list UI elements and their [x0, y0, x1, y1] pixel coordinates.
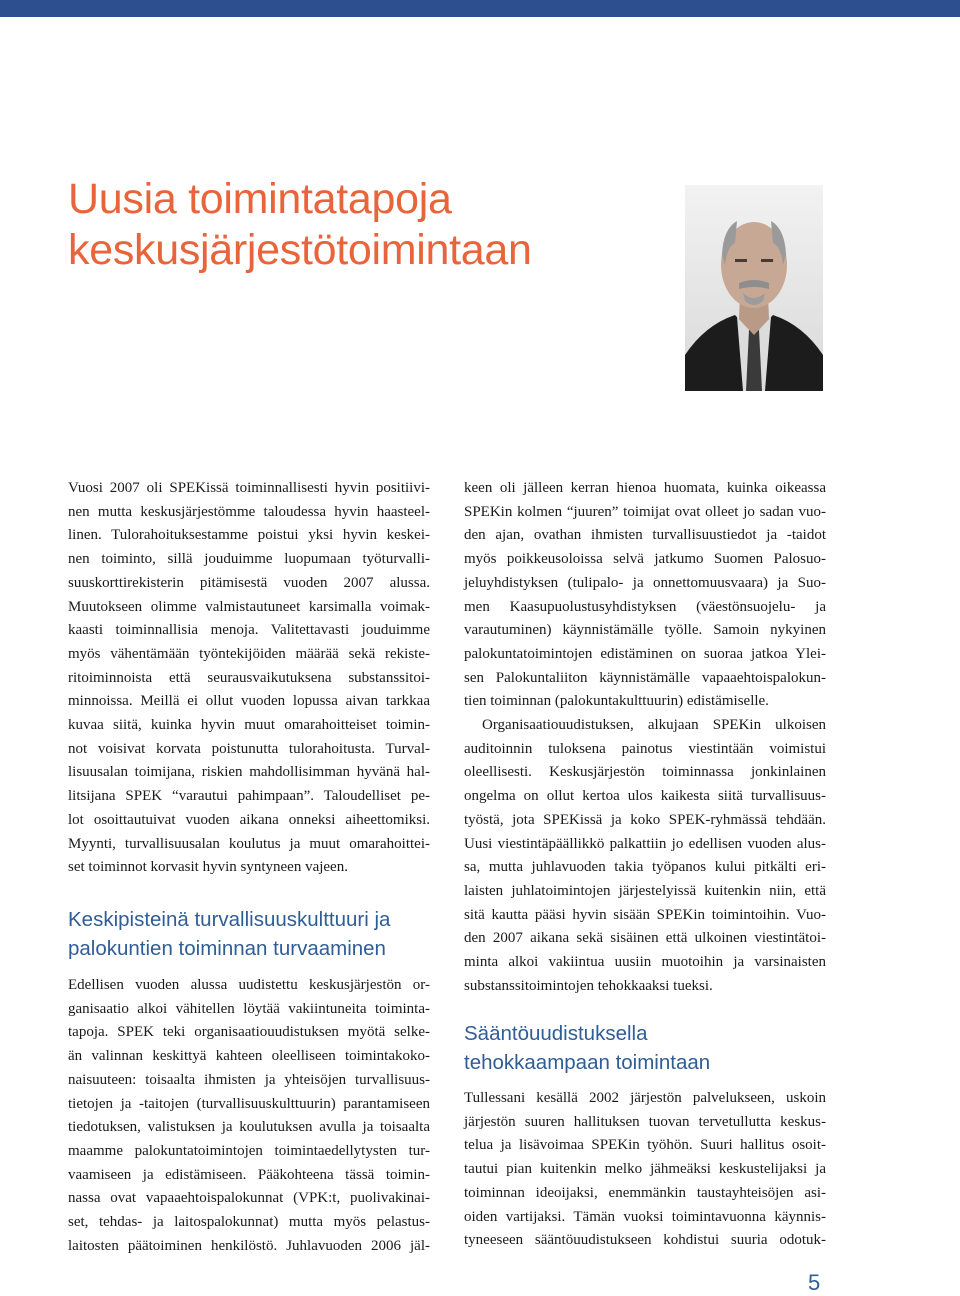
right-paragraph-3 — [464, 1087, 826, 1253]
page-title — [68, 174, 668, 276]
text-line: Organisaatiouudistuksen, alkujaan SPEKin ulkoisen — [482, 717, 826, 734]
text-line: not voisivat korvata poistunutta tulorahoitusta. Turval- — [68, 740, 430, 757]
text-line: ritoiminnoista että seurausvaikutuksena substanssitoi- — [68, 669, 430, 686]
portrait-illustration — [685, 185, 823, 391]
text-line: oiden vartijaksi. Tämän vuoksi toimintavuonna käynnis- — [464, 1208, 826, 1225]
left-paragraph-1 — [68, 477, 430, 880]
text-line: minta alkoi vakiintua uusiin muotoihin ja varsinaisten — [464, 954, 826, 971]
text-line: tiedotuksen, valistuksen ja koulutuksen avulla ja toisaalta — [68, 1119, 430, 1136]
text-line: jeluyhdistyksen (tulipalo- ja onnettomuusvaara) ja Suo- — [464, 574, 826, 591]
text-line: suuskorttirekisterin pitämisestä vuoden 2007 alussa. — [68, 574, 430, 591]
text-line: nen toiminto, sillä jouduimme luopumaan työturvalli- — [68, 551, 430, 568]
text-line: Myynti, turvallisuusalan koulutus ja muut omarahoittei- — [68, 835, 430, 852]
text-line: Uusi viestintäpäällikkö palkattiin jo edellisen vuoden alus- — [464, 835, 826, 852]
section-heading-right — [464, 1019, 710, 1077]
title-line-1: Uusia toimintatapoja — [68, 175, 452, 223]
text-line: Tullessani kesällä 2002 järjestön palvelukseen, uskoin — [464, 1090, 826, 1106]
text-line: ganisaatio alkoi vähitellen löytää vakiintuneita toiminta- — [68, 1000, 430, 1017]
right-paragraph-2 — [464, 714, 826, 998]
text-line: ongelma on ollut kertoa ulos kaikesta siitä turvallisuus- — [464, 788, 826, 805]
text-line: set, tehdas- ja laitospalokunnat) mutta myös pelastus- — [68, 1214, 430, 1231]
text-line: tapoja. SPEK teki organisaatiouudistuksen myötä selke- — [68, 1024, 430, 1041]
right-paragraph-1 — [464, 477, 826, 714]
text-line: set toiminnot korvasit hyvin syntyneen vajeen. — [68, 859, 348, 876]
text-line: sen Palokuntaliiton käynnistämälle vapaaehtoispalokun- — [464, 669, 826, 686]
text-line: sitä kautta pääsi hyvin sisään SPEKin toimintoihin. Vuo- — [464, 906, 826, 923]
text-line: laisten juhlatoimintojen järjestelyissä kuitenkin niin, että — [464, 882, 826, 899]
page-number: 5 — [808, 1270, 821, 1295]
text-line: den 2007 aikana sekä sisäinen että ulkoinen viestintätoi- — [464, 930, 826, 947]
text-line: maamme palokuntatoimintojen toimintaedellytysten tur- — [68, 1142, 430, 1159]
heading-left-line-1: Keskipisteinä turvallisuuskulttuuri ja — [68, 908, 391, 931]
text-line: naisuuteen: toisaalta ihmisten ja yhteisöjen turvallisuus- — [68, 1071, 430, 1088]
text-line: oleellisesti. Keskusjärjestön toiminnassa jonkinlainen — [464, 764, 826, 781]
right-column — [464, 477, 826, 998]
left-column — [68, 477, 430, 880]
text-line: vaamiseen ja edistämiseen. Pääkohteena tässä toimin- — [68, 1166, 430, 1183]
text-line: keen oli jälleen kerran hienoa huomata, kuinka oikeassa — [464, 480, 826, 496]
text-line: työstä, jota SPEKissä ja koko SPEK-ryhmässä tehdään. — [464, 811, 826, 828]
text-line: än valinnan keskittyä kahteen oleelliseen toimintakoko- — [68, 1048, 430, 1065]
text-line: lisuusalan toimijana, riskien mahdollisimman hyvänä hal- — [68, 764, 430, 781]
title-line-2: keskusjärjestötoimintaan — [68, 226, 532, 274]
text-line: lot osoittautuivat vuoden aikana onneksi aiheettomiksi. — [68, 811, 430, 828]
heading-right-line-1: Sääntöuudistuksella — [464, 1022, 648, 1045]
text-line: tietojen ja -taitojen (turvallisuuskulttuurin) parantamiseen — [68, 1095, 430, 1112]
text-line: substanssitoimintojen tehokkaaksi tueksi. — [464, 977, 713, 994]
text-line: Muutokseen olimme valmistautuneet karsimalla voimak- — [68, 598, 430, 615]
text-line: kuvaa siitä, kuinka hyvin muut omarahoitteiset toimin- — [68, 717, 430, 734]
text-line: auditoinnin tuloksena painotus viestintään voimistui — [464, 740, 826, 757]
text-line: Vuosi 2007 oli SPEKissä toiminnallisesti hyvin positiivi- — [68, 480, 430, 496]
text-line: toiminnan ideoijaksi, enemmänkin taustayhteisöjen asi- — [464, 1184, 826, 1201]
heading-left-line-2: palokuntien toiminnan turvaaminen — [68, 937, 386, 960]
text-line: litsijana SPEK “varautui pahimpaan”. Taloudelliset pe- — [68, 788, 430, 805]
text-line: telua ja lisävoimaa SPEKin työhön. Suuri hallitus osoit- — [464, 1137, 826, 1154]
text-line: järjestön suuren hallituksen tuovan tervetullutta keskus- — [464, 1113, 826, 1130]
left-column-continued — [68, 974, 430, 1258]
text-line: palokuntatoimintojen edistäminen on suoraa jatkoa Ylei- — [464, 645, 826, 662]
text-line: myös poikkeusoloissa selvä jatkumo Suomen Palosuo- — [464, 551, 826, 568]
text-line: varautuminen) käynnistämälle työlle. Samoin nykyinen — [464, 622, 826, 639]
text-line: tien toiminnan (palokuntakulttuurin) edistämiselle. — [464, 693, 769, 710]
text-line: tautui pian kuitenkin melko jähmeäksi keskustelijaksi ja — [464, 1161, 826, 1178]
text-line: laitosten päätoiminen henkilöstö. Juhlavuoden 2006 jäl- — [68, 1237, 430, 1254]
text-line: nen mutta keskusjärjestömme taloudessa hyvin haasteel- — [68, 503, 430, 520]
text-line: SPEKin kolmen “juuren” toimijat ovat olleet jo sadan vuo- — [464, 503, 826, 520]
text-line: tyneeseen sääntöuudistukseen kohdistui suuria odotuk- — [464, 1232, 826, 1249]
portrait-photo — [685, 185, 823, 391]
text-line: nassa ovat vapaaehtoispalokunnat (VPK:t, puolivakinai- — [68, 1190, 430, 1207]
left-paragraph-2 — [68, 974, 430, 1258]
heading-right-line-2: tehokkaampaan toimintaan — [464, 1051, 711, 1074]
text-line: kaasti toiminnallisia menoja. Valitettavasti jouduimme — [68, 622, 430, 639]
text-line: den ajan, ovathan ihmisten turvallisuustiedot ja -taidot — [464, 527, 826, 544]
top-color-bar — [0, 0, 960, 17]
text-line: men Kaasupuolustusyhdistyksen (väestönsuojelu- ja — [464, 598, 826, 615]
right-column-continued — [464, 1087, 826, 1253]
section-heading-left — [68, 905, 390, 963]
text-line: minnoissa. Meillä ei ollut vuoden lopussa aivan tarkkaa — [68, 693, 430, 710]
text-line: Edellisen vuoden alussa uudistettu keskusjärjestön or- — [68, 977, 430, 993]
text-line: linen. Tulorahoituksestamme poistui yksi hyvin keskei- — [68, 527, 430, 544]
text-line: myös vähentämään työntekijöiden määrää sekä rekiste- — [68, 645, 430, 662]
text-line: sa, mutta juhlavuoden takia työpanos kului pitkälti eri- — [464, 859, 826, 876]
